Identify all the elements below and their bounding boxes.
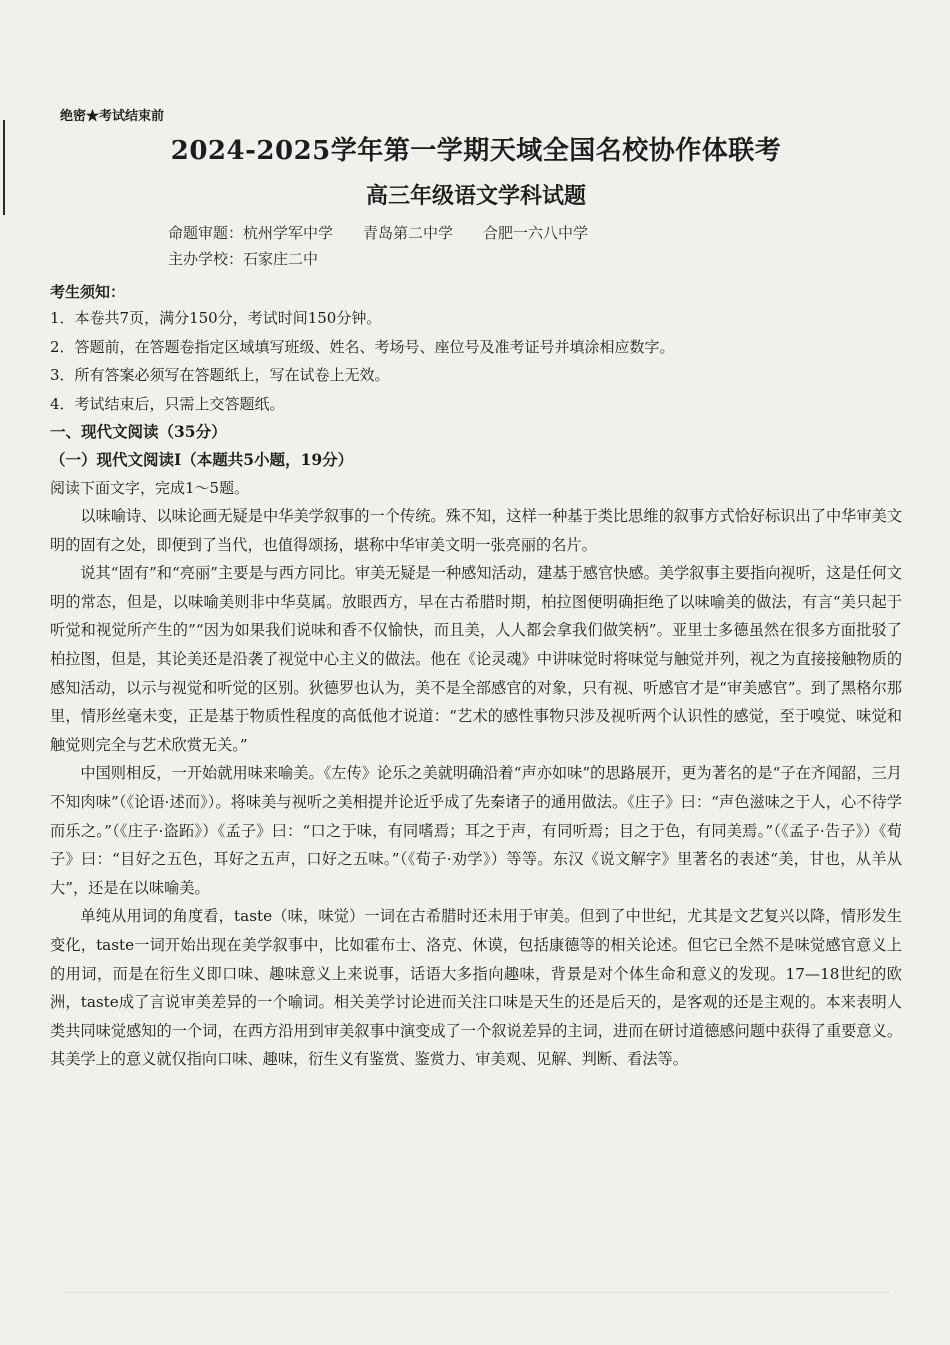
notice-title: 考生须知： (50, 283, 126, 301)
host-school: 石家庄二中 (243, 250, 319, 268)
confidential-label: 绝密★考试结束前 (60, 109, 165, 124)
passage-paragraph-1: 以味喻诗、以味论画无疑是中华美学叙事的一个传统。殊不知，这样一种基于类比思维的叙事方式恰好标识出了中华审美文明的固有之处，即便到了当代，也值得颂扬，堪称中华审美文明一张亮丽的名片。 (50, 507, 902, 554)
exam-title: 2024-2025学年第一学期天域全国名校协作体联考 (170, 136, 782, 166)
passage-paragraph-3: 中国则相反，一开始就用味来喻美。《左传》论乐之美就明确沿着“声亦如味”的思路展开，更为著名的是“子在齐闻韶，三月不知肉味”（《论语·述而》）。将味美与视听之美相提并论近乎成了先秦诸子的通用做法。《庄子》曰：“声色滋味之于人，心不待学而乐之。”（《庄子·盗跖》）《孟子》曰：“口之于味，有同嗜焉；耳之于声，有同听焉；目之于色，有同美焉。”（《孟子·告子》）《荀子》曰：“目好之五色，耳好之五声，口好之五味。”（《荀子·劝学》）等等。东汉《说文解字》里著名的表述“美，甘也，从羊从大”，还是在以味喻美。 (50, 764, 902, 897)
review-schools-line (50, 220, 902, 246)
passage-paragraph-4: 单纯从用词的角度看，taste（味，味觉）一词在古希腊时还未用于审美。但到了中世纪，尤其是文艺复兴以降，情形发生变化，taste一词开始出现在美学叙事中，比如霍布士、洛克、休谟，包括康德等的相关论述。但它已全然不是味觉感官意义上的用词，而是在衍生义即口味、趣味意义上来说事，话语大多指向趣味，背景是对个体生命和意义的发现。17—18世纪的欧洲，taste成了言说审美差异的一个喻词。相关美学讨论进而关注口味是天生的还是后天的，是客观的还是主观的。本来表明人类共同味觉感知的一个词，在西方沿用到审美叙事中演变成了一个叙说差异的主词，进而在研讨道德感问题中获得了重要意义。其美学上的意义就仅指向口味、趣味，衍生义有鉴赏、鉴赏力、审美观、见解、判断、看法等。 (50, 907, 902, 1069)
passage-paragraph-2: 说其“固有”和“亮丽”主要是与西方同比。审美无疑是一种感知活动，建基于感官快感。美学叙事主要指向视听，这是任何文明的常态，但是，以味喻美则非中华莫属。放眼西方，早在古希腊时期，柏拉图便明确拒绝了以味喻美的做法，有言“美只起于听觉和视觉所产生的”“因为如果我们说味和香不仅愉快，而且美，人人都会拿我们做笑柄”。亚里士多德虽然在很多方面批驳了柏拉图，但是，其论美还是沿袭了视觉中心主义的做法。他在《论灵魂》中讲味觉时将味觉与触觉并列，视之为直接接触物质的感知活动，以示与视觉和听觉的区别。狄德罗也认为，美不是全部感官的对象，只有视、听感官才是“审美感官”。到了黑格尔那里，情形丝毫未变，正是基于物质性程度的高低他才说道：“艺术的感性事物只涉及视听两个认识性的感觉，至于嗅觉、味觉和触觉则完全与艺术欣赏无关。” (50, 564, 902, 754)
notice-item-2: 2．答题前，在答题卷指定区域填写班级、姓名、考场号、座位号及准考证号并填涂相应数字。 (50, 337, 675, 356)
section-subheading: （一）现代文阅读Ⅰ（本题共5小题，19分） (50, 450, 354, 469)
host-label: 主办学校： (168, 250, 244, 268)
review-label: 命题审题： (168, 224, 244, 242)
host-school-line (50, 246, 902, 272)
scan-edge-mark (3, 120, 5, 215)
notice-item-3: 3．所有答案必须写在答题纸上，写在试卷上无效。 (50, 366, 390, 384)
section-heading: 一、现代文阅读（35分） (50, 422, 227, 441)
review-school-1: 杭州学军中学 (243, 224, 334, 242)
review-school-2: 青岛第二中学 (363, 224, 454, 242)
reading-instruction: 阅读下面文字，完成1～5题。 (50, 479, 250, 497)
exam-page (50, 108, 902, 1074)
review-school-3: 合肥一六八中学 (483, 224, 589, 242)
scan-bleed-line (60, 1292, 890, 1293)
notice-item-4: 4．考试结束后，只需上交答题纸。 (50, 394, 285, 413)
exam-subtitle: 高三年级语文学科试题 (365, 183, 586, 209)
notice-item-1: 1．本卷共7页，满分150分，考试时间150分钟。 (50, 309, 382, 327)
